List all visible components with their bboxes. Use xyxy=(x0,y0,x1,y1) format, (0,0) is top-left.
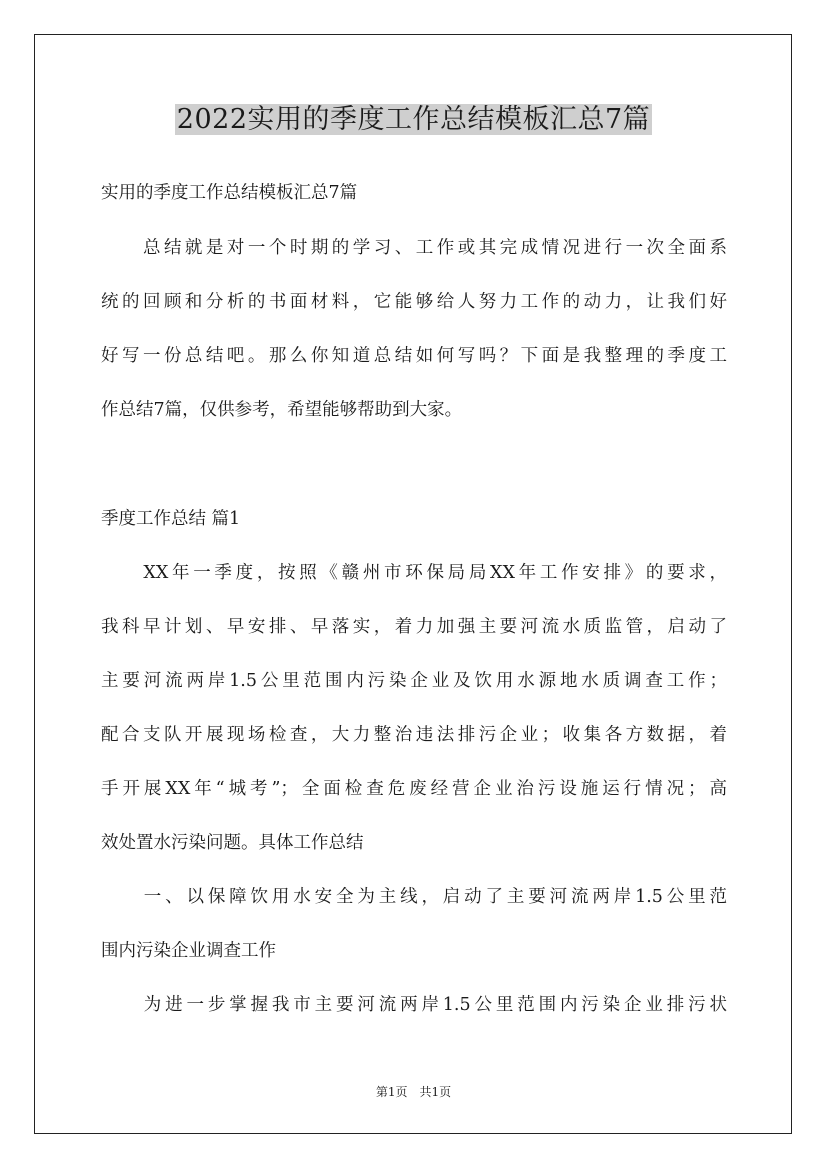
body-line: 效处置水污染问题。具体工作总结 xyxy=(101,833,364,853)
intro-line: 好写一份总结吧。那么你知道总结如何写吗？下面是我整理的季度工 xyxy=(101,346,727,366)
body-line: 手开展XX年“城考”；全面检查危废经营企业治污设施运行情况；高 xyxy=(101,779,727,799)
intro-line: 总结就是对一个时期的学习、工作或其完成情况进行一次全面系 xyxy=(101,238,727,258)
intro-line: 统的回顾和分析的书面材料，它能够给人努力工作的动力，让我们好 xyxy=(101,292,727,312)
section-heading: 季度工作总结 篇1 xyxy=(101,509,241,529)
body-line: XX年一季度，按照《赣州市环保局局XX年工作安排》的要求， xyxy=(101,563,727,583)
page-footer: 第1页 共1页 xyxy=(375,1085,452,1099)
body-line: 我科早计划、早安排、早落实，着力加强主要河流水质监管，启动了 xyxy=(101,617,727,637)
document-subtitle: 实用的季度工作总结模板汇总7篇 xyxy=(101,183,358,203)
body-line: 为进一步掌握我市主要河流两岸1.5公里范围内污染企业排污状 xyxy=(101,995,727,1015)
document-title xyxy=(0,98,827,142)
body-line: 一、以保障饮用水安全为主线，启动了主要河流两岸1.5公里范 xyxy=(101,887,727,907)
intro-line: 作总结7篇，仅供参考，希望能够帮助到大家。 xyxy=(101,400,463,420)
body-line: 围内污染企业调查工作 xyxy=(101,941,276,961)
body-line: 配合支队开展现场检查，大力整治违法排污企业；收集各方数据，着 xyxy=(101,725,727,745)
document-title-text: 2022实用的季度工作总结模板汇总7篇 xyxy=(176,104,651,135)
body-line: 主要河流两岸1.5公里范围内污染企业及饮用水源地水质调查工作； xyxy=(101,671,727,691)
